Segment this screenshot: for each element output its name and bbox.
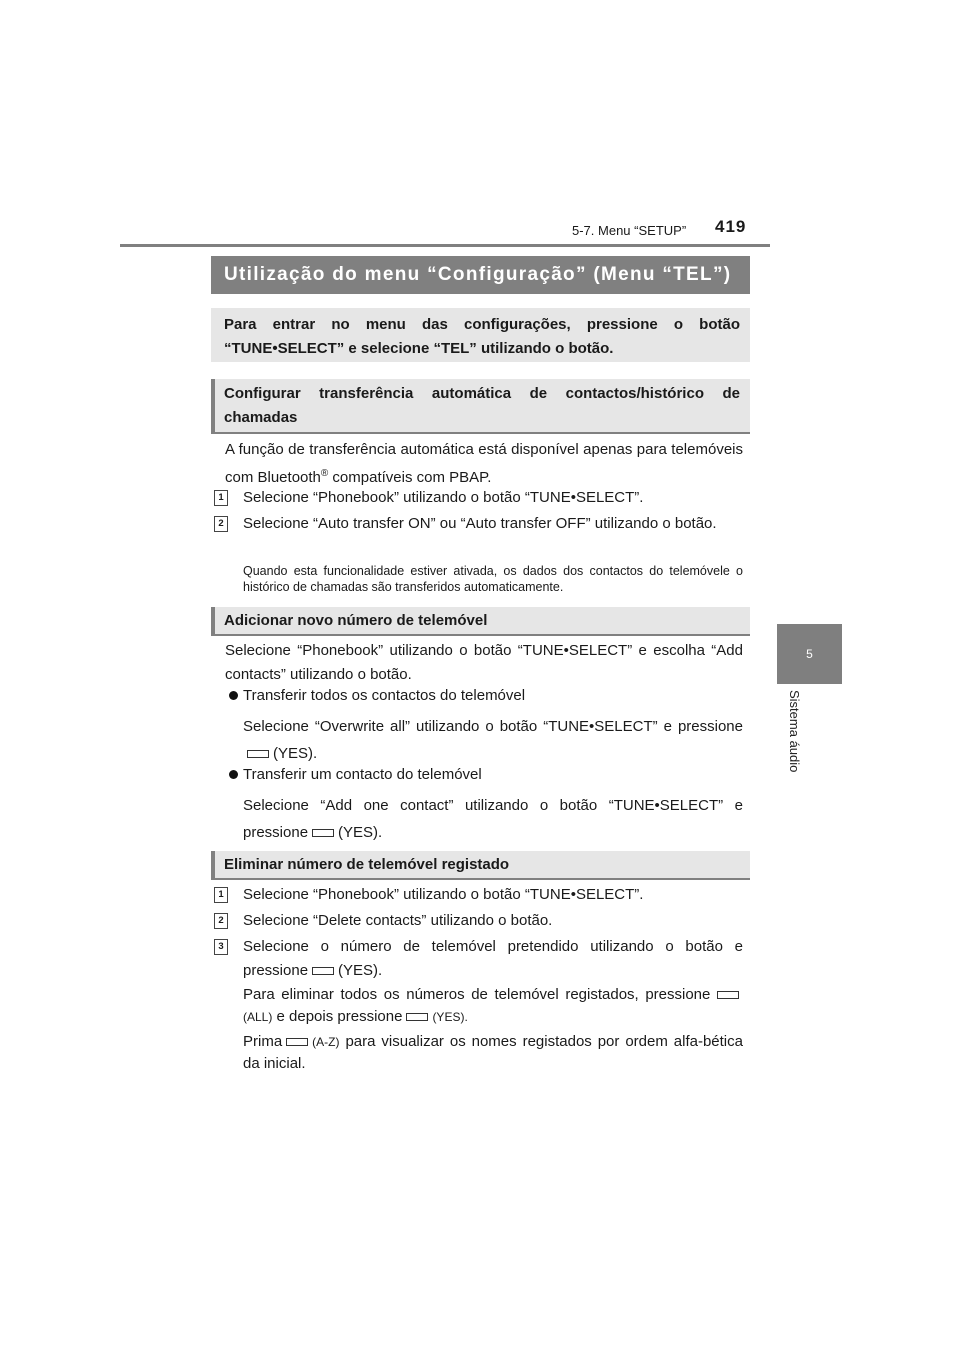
section-heading-auto-transfer: Configurar transferência automática de contactos/histórico de chamadas <box>211 379 750 434</box>
auto-transfer-step-1: Selecione “Phonebook” utilizando o botão “TUNE•SELECT”. <box>243 489 644 506</box>
intro-box <box>211 308 750 362</box>
section-heading-add-number: Adicionar novo número de telemóvel <box>211 607 750 636</box>
auto-transfer-description: A função de transferência automática está disponível apenas para telemóveis com Bluetooth® compatíveis com PBAP. <box>225 441 743 486</box>
step-number-2: 2 <box>214 913 228 929</box>
bullet-icon <box>229 691 238 700</box>
yes-button-icon <box>312 967 334 975</box>
chapter-tab: 5 <box>777 624 842 684</box>
add-all-title: Transferir todos os contactos do telemóvel <box>243 687 526 704</box>
delete-step-1: Selecione “Phonebook” utilizando o botão “TUNE•SELECT”. <box>243 886 644 903</box>
page-title: Utilização do menu “Configuração” (Menu “TEL”) <box>211 256 750 294</box>
yes-button-icon <box>312 829 334 837</box>
step-number-3: 3 <box>214 939 228 955</box>
step-number-1: 1 <box>214 887 228 903</box>
step-number-2: 2 <box>214 516 228 532</box>
yes-button-icon <box>247 750 269 758</box>
add-all-instruction: Selecione “Overwrite all” utilizando o botão “TUNE•SELECT” e pressione(YES). <box>243 718 743 762</box>
intro-text: Para entrar no menu das configurações, pressione o botão “TUNE•SELECT” e selecione “TEL” utilizando o botão. <box>224 316 740 357</box>
add-one-title: Transferir um contacto do telemóvel <box>243 766 482 783</box>
yes-button-icon <box>406 1013 428 1021</box>
all-button-icon <box>717 991 739 999</box>
section-heading-delete-number: Eliminar número de telemóvel registado <box>211 851 750 880</box>
sort-az-instruction: Prima (A-Z) para visualizar os nomes registados por ordem alfa-bética da inicial. <box>243 1033 743 1072</box>
page-number: 419 <box>715 217 747 236</box>
delete-step-3: Selecione o número de telemóvel pretendido utilizando o botão e pressione (YES). <box>243 938 743 979</box>
section-header: 5-7. Menu “SETUP” <box>572 223 687 238</box>
auto-transfer-note: Quando esta funcionalidade estiver ativada, os dados dos contactos do telemóvele o histórico de chamadas são transferidos automaticamente. <box>243 564 743 594</box>
az-button-icon <box>286 1038 308 1046</box>
auto-transfer-step-2: Selecione “Auto transfer ON” ou “Auto transfer OFF” utilizando o botão. <box>243 515 717 532</box>
header-rule <box>120 244 770 247</box>
step-number-1: 1 <box>214 490 228 506</box>
add-one-instruction: Selecione “Add one contact” utilizando o botão “TUNE•SELECT” e pressione (YES). <box>243 797 743 841</box>
delete-all-instruction: Para eliminar todos os números de telemóvel registados, pressione (ALL) e depois pressione (YES). <box>243 984 743 1028</box>
delete-step-2: Selecione “Delete contacts” utilizando o botão. <box>243 912 553 929</box>
chapter-label: Sistema áudio <box>787 690 802 773</box>
bullet-icon <box>229 770 238 779</box>
add-number-description: Selecione “Phonebook” utilizando o botão “TUNE•SELECT” e escolha “Add contacts” utilizando o botão. <box>225 642 743 683</box>
